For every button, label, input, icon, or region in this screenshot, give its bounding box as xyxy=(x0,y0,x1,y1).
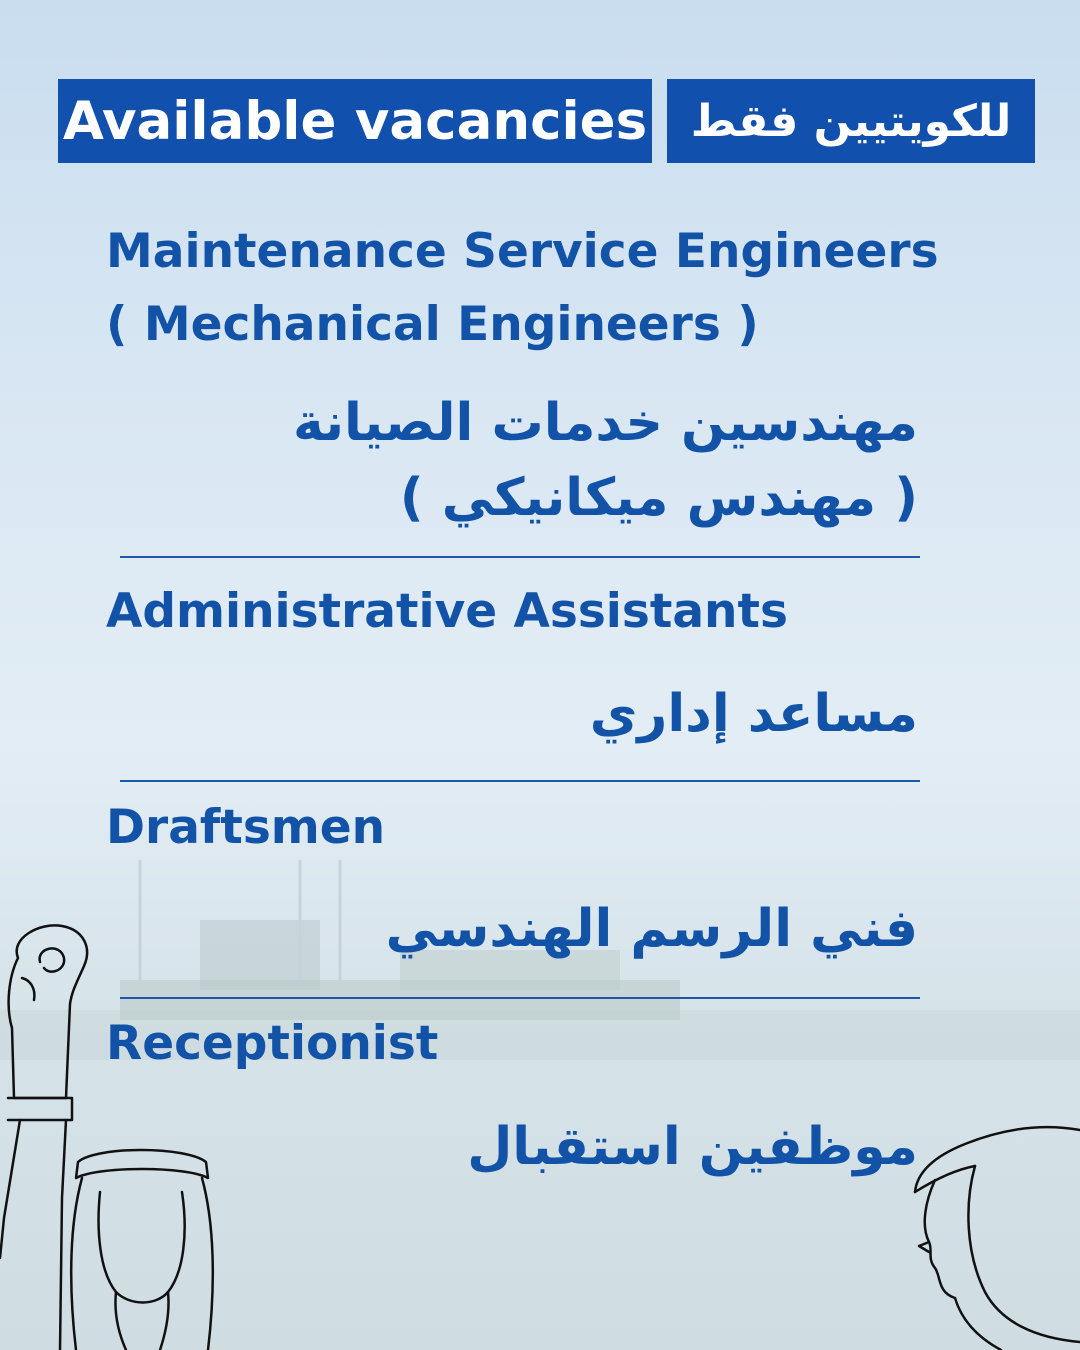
divider xyxy=(120,997,920,999)
divider xyxy=(120,556,920,558)
job-1-subtitle-ar: ( مهندس ميكانيكي ) xyxy=(399,468,918,528)
job-3-title-ar: فني الرسم الهندسي xyxy=(385,899,918,959)
divider xyxy=(120,780,920,782)
job-3-title-en: Draftsmen xyxy=(106,800,386,855)
header-title-en xyxy=(58,79,652,163)
header-title-ar-text: للكويتيين فقط xyxy=(690,95,1012,147)
header-title-en-text: Available vacancies xyxy=(62,90,648,152)
job-1-title-ar: مهندسين خدمات الصيانة xyxy=(292,393,918,453)
man-in-ghutra-line-art xyxy=(56,1142,226,1350)
job-2-title-en: Administrative Assistants xyxy=(106,584,788,639)
job-2-title-ar: مساعد إداري xyxy=(589,684,918,744)
job-4-title-ar: موظفين استقبال xyxy=(467,1117,918,1177)
job-1-subtitle-en: ( Mechanical Engineers ) xyxy=(106,297,759,352)
job-4-title-en: Receptionist xyxy=(106,1016,439,1071)
woman-in-hijab-line-art xyxy=(905,1122,1080,1350)
job-1-title-en: Maintenance Service Engineers xyxy=(106,224,939,279)
header-title-ar xyxy=(667,79,1035,163)
